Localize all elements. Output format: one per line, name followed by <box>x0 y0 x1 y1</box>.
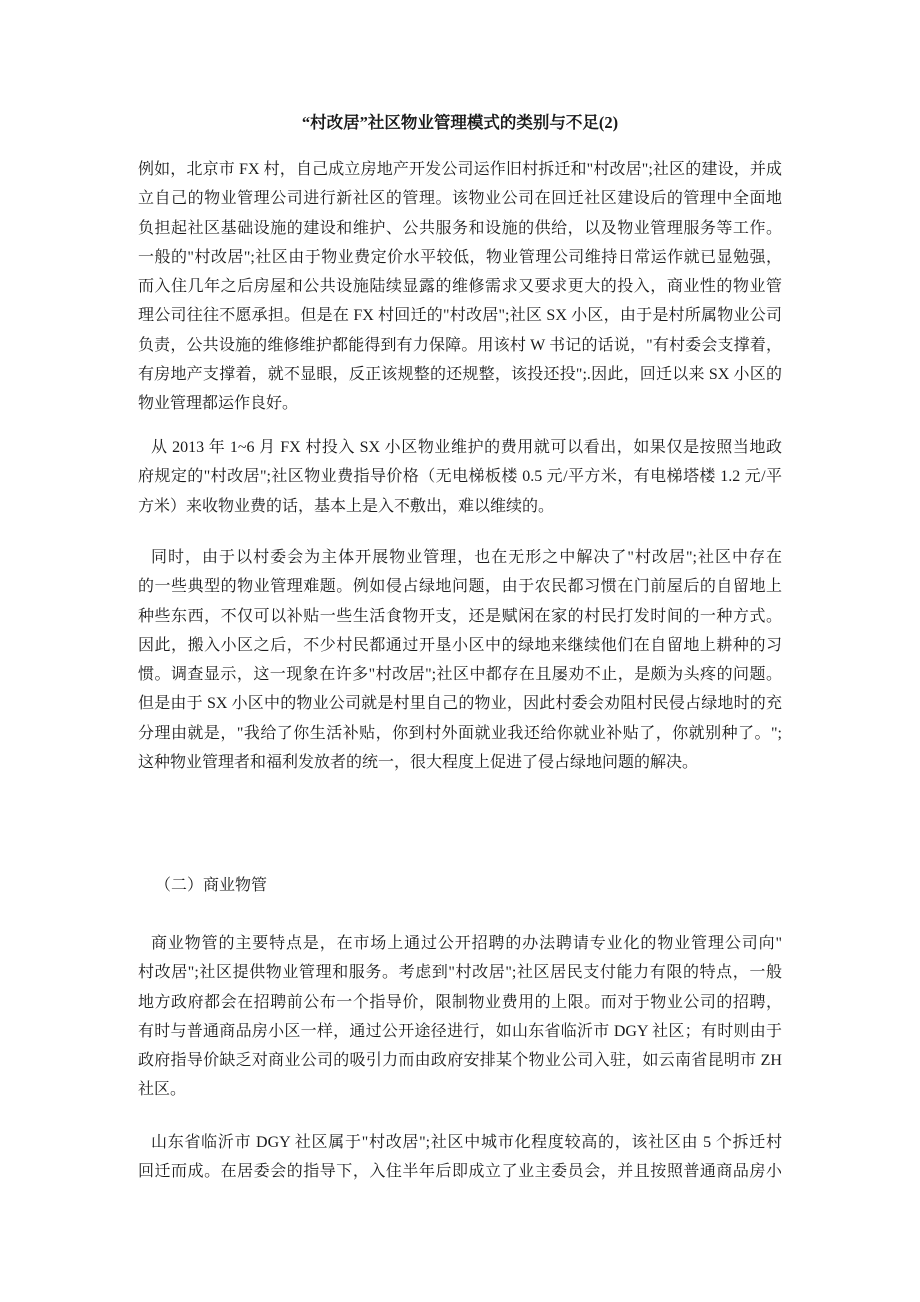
text-line: 分理由就是，"我给了你生活补贴，你到村外面就业我还给你就业补贴了，你就别种了。"; <box>138 724 782 742</box>
text-line: 立自己的物业管理公司进行新社区的管理。该物业公司在回迁社区建设后的管理中全面地 <box>138 190 782 208</box>
text-line: 府规定的"村改居";社区物业费指导价格（无电梯板楼 0.5 元/平方米，有电梯塔楼 1.2 元/平 <box>138 468 782 486</box>
paragraph-4 <box>138 929 782 1105</box>
text-line: 理公司往往不愿承担。但是在 FX 村回迁的"村改居";社区 SX 小区，由于是村所属物业公司 <box>138 307 782 325</box>
text-line: 山东省临沂市 DGY 社区属于"村改居";社区中城市化程度较高的，该社区由 5 个拆迁村 <box>151 1134 782 1151</box>
text-line: 有房地产支撑着，就不显眼，反正该规整的还规整，该投还投";.因此，回迁以来 SX 小区的 <box>138 366 782 384</box>
text-line: 因此，搬入小区之后，不少村民都通过开垦小区中的绿地来继续他们在自留地上耕种的习 <box>138 636 782 654</box>
paragraph-3 <box>138 543 782 777</box>
text-line: 从 2013 年 1~6 月 FX 村投入 SX 小区物业维护的费用就可以看出，如果仅是按照当地政 <box>151 439 782 456</box>
text-line: 物业管理都运作良好。 <box>138 395 299 413</box>
text-line: 同时，由于以村委会为主体开展物业管理，也在无形之中解决了"村改居";社区中存在 <box>151 549 782 566</box>
text-line: 社区。 <box>138 1081 187 1099</box>
text-line: 方米）来收物业费的话，基本上是入不敷出，难以维续的。 <box>138 497 555 515</box>
text-line: 负担起社区基础设施的建设和维护、公共服务和设施的供给，以及物业管理服务等工作。 <box>138 219 782 237</box>
text-line: 的一些典型的物业管理难题。例如侵占绿地问题，由于农民都习惯在门前屋后的自留地上 <box>138 578 782 596</box>
text-line: 村改居";社区提供物业管理和服务。考虑到"村改居";社区居民支付能力有限的特点，一般 <box>138 964 782 982</box>
text-line: 但是由于 SX 小区中的物业公司就是村里自己的物业，因此村委会劝阻村民侵占绿地时的充 <box>138 695 782 713</box>
text-line: 负责，公共设施的维修维护都能得到有力保障。用该村 W 书记的话说，"有村委会支撑着， <box>138 336 782 354</box>
text-line: 商业物管的主要特点是，在市场上通过公开招聘的办法聘请专业化的物业管理公司向" <box>151 935 782 952</box>
text-line: 例如，北京市 FX 村，自己成立房地产开发公司运作旧村拆迁和"村改居";社区的建设，并成 <box>138 161 782 178</box>
text-line: 一般的"村改居";社区由于物业费定价水平较低，物业管理公司维持日常运作就已显勉强， <box>138 248 782 266</box>
paragraph-1 <box>138 155 782 419</box>
text-line: 地方政府都会在招聘前公布一个指导价，限制物业费用的上限。而对于物业公司的招聘， <box>138 993 782 1011</box>
paragraph-2 <box>138 433 782 521</box>
text-line: 回迁而成。在居委会的指导下，入住半年后即成立了业主委员会，并且按照普通商品房小 <box>138 1163 782 1181</box>
text-line: 政府指导价缺乏对商业公司的吸引力而由政府安排某个物业公司入驻，如云南省昆明市 ZH <box>138 1052 782 1070</box>
text-line: 而入住几年之后房屋和公共设施陆续显露的维修需求又要求更大的投入，商业性的物业管 <box>138 278 782 296</box>
paragraph-5 <box>138 1128 782 1187</box>
text-line: 种些东西，不仅可以补贴一些生活食物开支，还是赋闲在家的村民打发时间的一种方式。 <box>138 607 782 625</box>
section-heading: （二）商业物管 <box>155 877 268 894</box>
text-line: 惯。调查显示，这一现象在许多"村改居";社区中都存在且屡劝不止，是颇为头疼的问题。 <box>138 666 782 684</box>
text-line: 这种物业管理者和福利发放者的统一，很大程度上促进了侵占绿地问题的解决。 <box>138 754 699 772</box>
text-line: 有时与普通商品房小区一样，通过公开途径进行，如山东省临沂市 DGY 社区；有时则由于 <box>138 1022 782 1040</box>
document-title: “村改居”社区物业管理模式的类别与不足(2) <box>301 113 619 132</box>
